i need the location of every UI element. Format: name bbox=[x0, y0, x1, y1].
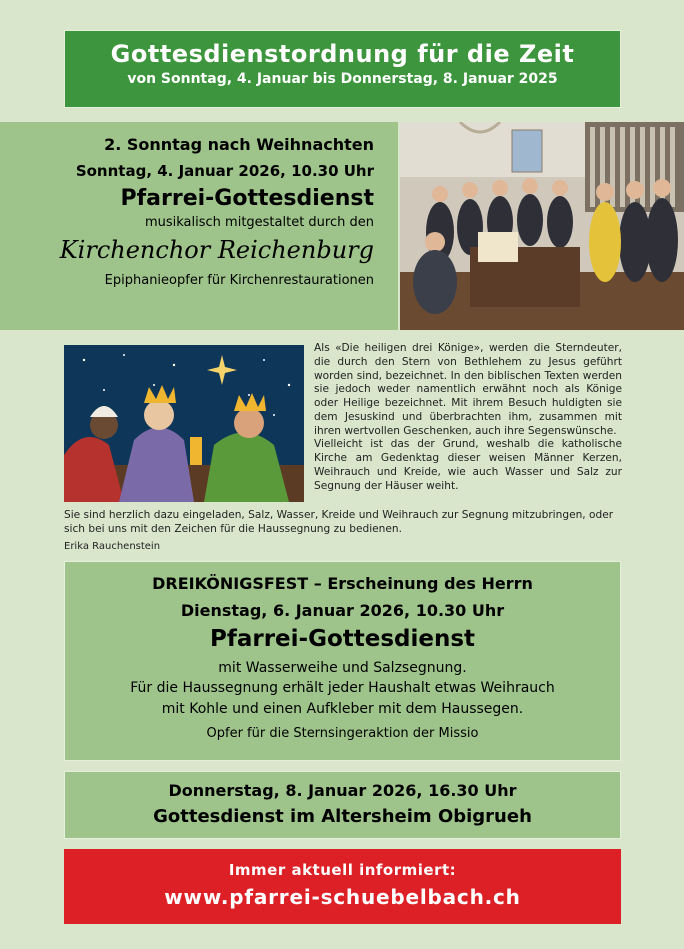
thursday-panel bbox=[64, 771, 621, 839]
sunday-datetime: Sonntag, 4. Januar 2026, 10.30 Uhr bbox=[75, 162, 374, 180]
feast-service: Pfarrei-Gottesdienst bbox=[209, 626, 476, 652]
footer-banner bbox=[64, 849, 621, 924]
article-paragraph-2: Vielleicht ist das der Grund, weshalb die katholische Kirche am Gedenktag dieser weisen Männer Kerzen, Weihrauch und Kreide, wie auch Wasser und Salz zur Segnung der Häuser weiht. bbox=[314, 438, 622, 492]
thursday-service: Gottesdienst im Altersheim Obigrueh bbox=[153, 806, 532, 827]
header-subtitle: von Sonntag, 4. Januar bis Donnerstag, 8. Januar 2025 bbox=[127, 71, 558, 87]
feast-panel bbox=[64, 561, 621, 761]
choir-photo bbox=[400, 122, 684, 330]
article-paragraph-3: Sie sind herzlich dazu eingeladen, Salz, Wasser, Kreide und Weihrauch zur Segnung mitzubringen, oder sich bei uns mit den Zeichen für die Haussegnung zu bedienen. bbox=[64, 509, 614, 535]
sunday-occasion: 2. Sonntag nach Weihnachten bbox=[104, 135, 374, 154]
feast-line-3: mit Kohle und einen Aufkleber mit dem Haussegen. bbox=[161, 700, 524, 717]
article-text bbox=[314, 342, 622, 493]
feast-offering: Opfer für die Sternsingeraktion der Missio bbox=[206, 725, 479, 741]
feast-title: DREIKÖNIGSFEST – Erscheinung des Herrn bbox=[152, 574, 533, 593]
sunday-panel bbox=[0, 122, 398, 330]
website-link[interactable]: www.pfarrei-schuebelbach.ch bbox=[164, 885, 521, 909]
sunday-offering: Epiphanieopfer für Kirchenrestaurationen bbox=[104, 273, 374, 288]
sunday-choir: Kirchenchor Reichenburg bbox=[59, 236, 374, 264]
sunday-music-intro: musikalisch mitgestaltet durch den bbox=[144, 215, 374, 230]
header-title: Gottesdienstordnung für die Zeit bbox=[110, 40, 575, 68]
article-author: Erika Rauchenstein bbox=[64, 541, 161, 552]
feast-line-1: mit Wasserweihe und Salzsegnung. bbox=[218, 660, 467, 676]
thursday-datetime: Donnerstag, 8. Januar 2026, 16.30 Uhr bbox=[168, 781, 517, 800]
three-kings-illustration bbox=[64, 345, 304, 502]
header-banner bbox=[64, 30, 621, 108]
feast-line-2: Für die Haussegnung erhält jeder Haushalt etwas Weihrauch bbox=[130, 680, 555, 697]
feast-datetime: Dienstag, 6. Januar 2026, 10.30 Uhr bbox=[180, 601, 505, 620]
footer-note: Immer aktuell informiert: bbox=[228, 861, 457, 879]
article-paragraph-1: Als «Die heiligen drei Könige», werden die Sterndeuter, die durch den Stern von Bethlehem zu Jesus geführt worden sind, bezeichnet. In den biblischen Texten werden sie jedoch weder namentlich erwähnt noch als Könige oder Heilige bezeichnet. Mit ihrem Besuch huldigten sie dem Jesuskind und überbrachten ihm, zusammen mit ihren wertvollen Geschenken, auch ihre Segenswünsche. bbox=[314, 342, 622, 437]
feast-details bbox=[65, 658, 620, 719]
sunday-service: Pfarrei-Gottesdienst bbox=[120, 186, 374, 211]
